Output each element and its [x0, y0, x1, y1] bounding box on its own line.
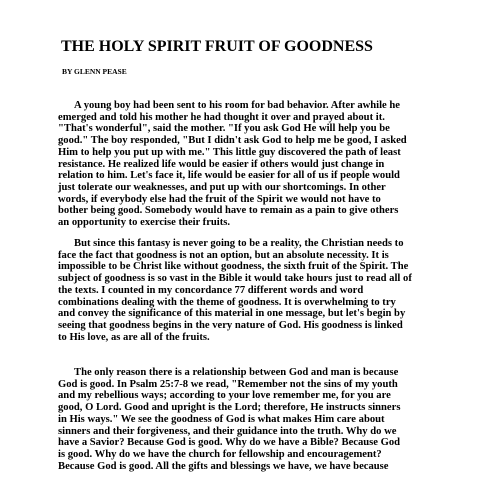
paragraph-line: have a Savior? Because God is good. Why do we have a Bible? Because God — [58, 437, 401, 449]
paragraph-line: But since this fantasy is never going to be a reality, the Christian needs to — [74, 238, 404, 249]
paragraph-line: sinners and their forgiveness, and their guidance into the truth. Why do we — [58, 425, 397, 437]
paragraph-line: impossible to be Christ like without goodness, the sixth fruit of the Spirit. The — [58, 261, 409, 273]
paragraph-line: in His ways." We see the goodness of God is what makes Him care about — [58, 413, 385, 425]
paragraph-line: relation to him. Let's face it, life would be easier for all of us if people would — [58, 170, 400, 182]
paragraph-line: "That's wonderful", said the mother. "If you ask God He will help you be — [58, 123, 390, 135]
paragraph-line: face the fact that goodness is not an option, but an absolute necessity. It is — [58, 249, 389, 261]
paragraph-line: seeing that goodness begins in the very nature of God. His goodness is linked — [58, 319, 403, 331]
paragraph-line: to His love, as are all of the fruits. — [58, 331, 210, 343]
paragraph-line: resistance. He realized life would be easier if others would just change in — [58, 158, 385, 170]
paragraph-line: and my rebellious ways; according to your love remember me, for you are — [58, 390, 391, 402]
paragraph-1 — [58, 100, 478, 229]
paragraph-line: Him to help you put up with me." This little guy discovered the path of least — [58, 146, 401, 158]
paragraph-line: subject of goodness is so vast in the Bible it would take hours just to read all of — [58, 273, 412, 285]
paragraph-line: just tolerate our weaknesses, and put up with our shortcomings. In other — [58, 181, 386, 193]
paragraph-line: the texts. I counted in my concordance 77 different words and word — [58, 284, 364, 296]
paragraph-line: A young boy had been sent to his room for bad behavior. After awhile he — [74, 100, 400, 111]
paragraph-line: words, if everybody else had the fruit of the Spirit we would not have to — [58, 193, 381, 205]
paragraph-line: good, O Lord. Good and upright is the Lord; therefore, He instructs sinners — [58, 402, 401, 414]
paragraph-line: God is good. In Psalm 25:7-8 we read, "Remember not the sins of my youth — [58, 378, 398, 390]
paragraph-line: bother being good. Somebody would have to remain as a pain to give others — [58, 205, 399, 217]
paragraph-line: Because God is good. All the gifts and blessings we have, we have because — [58, 460, 389, 472]
paragraph-line: an opportunity to exercise their fruits. — [58, 217, 231, 229]
paragraph-line: is good. Why do we have the church for fellowship and encouragement? — [58, 448, 382, 460]
paragraph-3 — [58, 367, 478, 472]
paragraph-line: The only reason there is a relationship between God and man is because — [74, 367, 399, 378]
document-title: THE HOLY SPIRIT FRUIT OF GOODNESS — [61, 38, 373, 55]
paragraph-2 — [58, 238, 478, 343]
document-byline: BY GLENN PEASE — [62, 67, 127, 76]
paragraph-line: good." The boy responded, "But I didn't ask God to help me be good, I asked — [58, 135, 407, 147]
paragraph-line: combinations dealing with the theme of goodness. It is overwhelming to try — [58, 296, 396, 308]
paragraph-line: emerged and told his mother he had thought it over and prayed about it. — [58, 111, 385, 123]
paragraph-line: and convey the significance of this material in one message, but let's begin by — [58, 308, 406, 320]
